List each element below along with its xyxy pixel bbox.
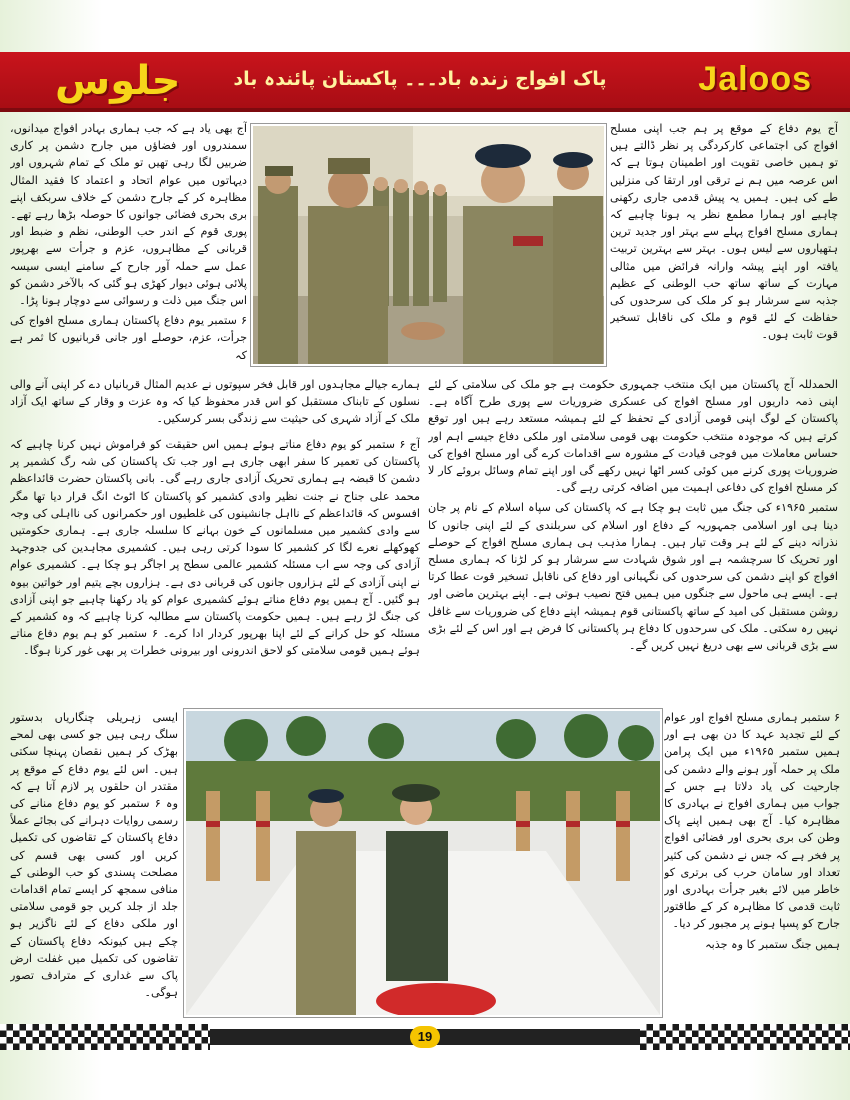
paragraph-right-bottom-2: ہمیں جنگ ستمبر کا وہ جذبہ [705,937,840,951]
photo-handshake [251,124,606,366]
footer-checkered-right [640,1024,850,1050]
paragraph-full-2: الحمدللہ آج پاکستان میں ایک منتخب جمہوری حکومت ہے جو ملک کی سلامتی کے لئے اپنی ذمہ داریوں اور مسلح افواج کی عسکری ضروریات سے پوری طرح آگاہ ہے۔ پاکستان کے لوگ اپنی قومی آزادی کے تحفظ کے لئے ہمیشہ مستعد رہے ہیں اور توقع کرتے ہیں کہ موجودہ منتخب حکومت بھی قومی سلامتی اور ملکی دفاع جیسے اہم اور حساس معاملات میں فوجی قیادت کے مشورہ سے اقدامات کرے گی اور مسلح افواج کی ضروریات پوری کرنے میں کوئی کسر اٹھا نہیں رکھے گی اور اپنے تمام وسائل بروئے کار لا کر مسلح افواج کی دفاعی اہمیت میں اضافہ کرتی رہے گی۔ [428,378,838,495]
article-column-right-middle [428,376,838,706]
page-number: 19 [410,1026,440,1048]
article-column-left-middle [10,436,420,706]
logo-urdu: جلوس [55,58,181,104]
paragraph-left-top-1: آج بھی یاد ہے کہ جب ہماری بہادر افواج میدانوں، سمندروں اور فضاؤں میں جارح دشمن پر کاری ضربیں لگا رہی تھیں تو ملک کے تمام شہروں اور دیہاتوں میں عوام اتحاد و اعتماد کا فقید المثال مظاہرہ کر کے جارح دشمن کے خلاف سربکف اپنے بری بحری فضائی جوانوں کا حوصلہ بڑھا رہے تھے۔ پوری قوم کے اندر حب الوطنی، نظم و ضبط اور قربانی کے مظاہروں، عزم و جرأت سے بھرپور عمل سے حملہ آور جارح کے سامنے ایسی سیسہ پلائی ہوئی دیوار کھڑی ہو گئی کہ بالآخر دشمن کو اس جنگ میں ذلت و رسوائی سے دوچار ہونا پڑا۔ [10,122,247,308]
paragraph-right-top: آج یوم دفاع کے موقع پر ہم جب اپنی مسلح افواج کی اجتماعی کارکردگی پر نظر ڈالتے ہیں تو ہمیں خاصی تقویت اور اطمینان ہوتا ہے کہ اس عرصہ میں ہم نے ترقی اور ارتقا کی منزلیں طے کی ہیں۔ ہمیں یہ پیش قدمی جاری رکھنی چاہیے اور ہمارا مطمع نظر یہ ہونا چاہیے کہ ہماری مسلح افواج پہلے سے بہتر اور جدید ترین ہتھیاروں سے لیس ہوں۔ بہتر سے بہترین تربیت یافتہ اور اپنے پیشہ وارانہ فرائض میں مثالی مہارت کے ساتھ ساتھ حب الوطنی کے عظیم جذبہ سے سرشار ہو کر ملک کی سرحدوں کی حفاظت کے لئے قوم و ملک کی ناقابل تسخیر قوت ثابت ہوں۔ [610,122,838,342]
paragraph-right-bottom: ۶ ستمبر ہماری مسلح افواج اور عوام کے لئے تجدید عہد کا دن بھی ہے اور ہمیں ستمبر ۱۹۶۵ء میں ایک پرامن ملک پر حملہ آور ہونے والے دشمن کی جارحیت کی یاد دلاتا ہے جس کے جواب میں ہماری افواج نے بہادری کا مظاہرہ کیا۔ آج بھی ہمیں اپنے پاک وطن کی بری بحری اور فضائی افواج پر فخر ہے کہ جس نے دشمن کی کثیر تعداد اور سامان حرب کی برتری کو خاطر میں لائے بغیر جرأت بہادری اور ثابت قدمی کا مظاہرہ کر کے طاقتور جارح کو پسپا ہونے پر مجبور کر دیا۔ [664,711,840,931]
paragraph-full-1: ہمارے جیالے مجاہدوں اور قابل فخر سپوتوں نے عدیم المثال قربانیاں دے کر اپنی آنے والی نسلوں کے تابناک مستقبل کو اس قدر محفوظ کیا کہ وہ عزت و وقار کے ساتھ ایک آزاد ملک کے آزاد شہری کی حیثیت سے زندگی بسر کرسکیں۔ [10,378,420,426]
paragraph-left-bottom: ایسی زہریلی چنگاریاں بدستور سلگ رہی ہیں جو کسی بھی لمحے بھڑک کر ہمیں نقصان پہنچا سکتی ہیں۔ اس لئے یوم دفاع کے موقع پر مقتدر ان حلقوں پر لازم آتا ہے کہ وہ ۶ ستمبر کو یوم دفاع منانے کی رسمی روایات دہرانے کی بجائے عملاً دفاع پاکستان کے تقاضوں کی تکمیل کریں اور کسی بھی قسم کی مصلحت پسندی کو حب الوطنی کے منافی سمجھ کر ایسے تمام اقدامات جلد از جلد کریں جو قومی سلامتی اور ملکی دفاع کے لئے ناگزیر ہو چکے ہیں کیونکہ دفاع پاکستان کے تقاضوں کی تکمیل میں غفلت ارض پاک سے غداری کے مترادف تصور ہوگی۔ [10,711,178,1000]
article-column-left-top [10,120,247,372]
article-column-right-top [610,120,838,382]
paragraph-full-3: ستمبر ۱۹۶۵ء کی جنگ میں ثابت ہو چکا ہے کہ پاکستان کی سپاہ اسلام کے نام پر جان دینا ہی اور اسلامی جمہوریہ کے دفاع اور اسلام کی سربلندی کے لئے اپنی جانوں کا نذرانہ دینے کے لئے ہر وقت تیار ہیں۔ ہمارا مذہب ہی ہماری مسلح افواج کے حوصلے اور تحریک کا سرچشمہ ہے اور شوق شہادت سے سرشار ہو کر لڑنا کہ ہماری مسلح افواج کو اپنے دشمن کی سرحدوں کی نگہبانی اور دفاع کی ناقابل تسخیر قوت عطا کرتا ہے۔ ایسے ہی ماحول سے جنگوں میں ہمیں فتح نصیب ہوتی ہے۔ اپنے بہترین ماضی اور روشن مستقبل کی امید کے ساتھ پاکستانی قوم ہمیشہ اپنے دفاع کی ضروریات سے غافل نہیں رہ سکتی۔ ملک کی سرحدوں کا دفاع ہر پاکستانی کا فرض ہے اور اس کے لئے بڑی سے بڑی قربانی سے بھی دریغ نہیں کریں گے۔ [428,501,838,653]
header-underline [0,108,850,112]
photo-guard-of-honour [184,709,662,1017]
header-title: پاک افواج زندہ باد۔۔۔ پاکستان پائندہ باد [233,68,607,90]
paragraph-left-top-2: ۶ ستمبر یوم دفاع پاکستان ہماری مسلح افواج کی جرأت، عزم، حوصلے اور جانی قربانیوں کا ثمر ہے کہ [10,314,247,362]
article-full-width-1 [10,376,420,432]
paragraph-left-middle: آج ۶ ستمبر کو یوم دفاع مناتے ہوئے ہمیں اس حقیقت کو فراموش نہیں کرنا چاہیے کہ پاکستان کی تعمیر کا سفر ابھی جاری ہے اور جب تک پاکستان کی شہ رگ کشمیر پر دشمن کا قبضہ ہے ہماری تحریک آزادی جاری رہے گی۔ بانی پاکستان حضرت قائداعظم محمد علی جناح نے جنت نظیر وادی کشمیر کو پاکستان کا اٹوٹ انگ قرار دیا تھا مگر افسوس کہ قائداعظم کے نااہل جانشینوں کی غلطیوں اور حکمرانوں کی نااہلی کی وجہ سے وادی کشمیر میں مسلمانوں کے خون بہانے کا سلسلہ جاری ہے۔ ہماری حکومتیں کھوکھلے نعرے لگا کر کشمیر کا سودا کرتی رہی ہیں۔ کشمیری مجاہدین کی جدوجہد آزادی کی وجہ سے اب مسئلہ کشمیر عالمی سطح پر اجاگر ہو چکا ہے۔ کشمیری عوام نے اپنی آزادی کے لئے ہزاروں جانوں کی قربانی دی ہے۔ ہزاروں بچے یتیم اور خواتین بیوہ ہو گئیں۔ آج ہمیں یوم دفاع مناتے ہوئے کشمیری عوام کو یاد رکھنا چاہیے جو اپنی آزادی کی جنگ لڑ رہے ہیں۔ ہمیں حکومت پاکستان سے مطالبہ کرنا چاہیے کہ وہ کشمیر کے مسئلہ کو حل کرانے کے لئے اپنا بھرپور کردار ادا کرے۔ ۶ ستمبر کو ہم یوم دفاع مناتے ہوئے ہمیں قومی سلامتی کو لاحق اندرونی اور بیرونی خطرات پر بھی غور کرنا ہوگا۔ [10,438,420,658]
photo-handshake-image [253,126,604,364]
article-column-right-bottom [664,709,840,1021]
article-column-left-bottom [10,709,178,1021]
footer-checkered-left [0,1024,210,1050]
logo-english: Jaloos [698,60,812,98]
photo-guard-of-honour-image [186,711,660,1015]
